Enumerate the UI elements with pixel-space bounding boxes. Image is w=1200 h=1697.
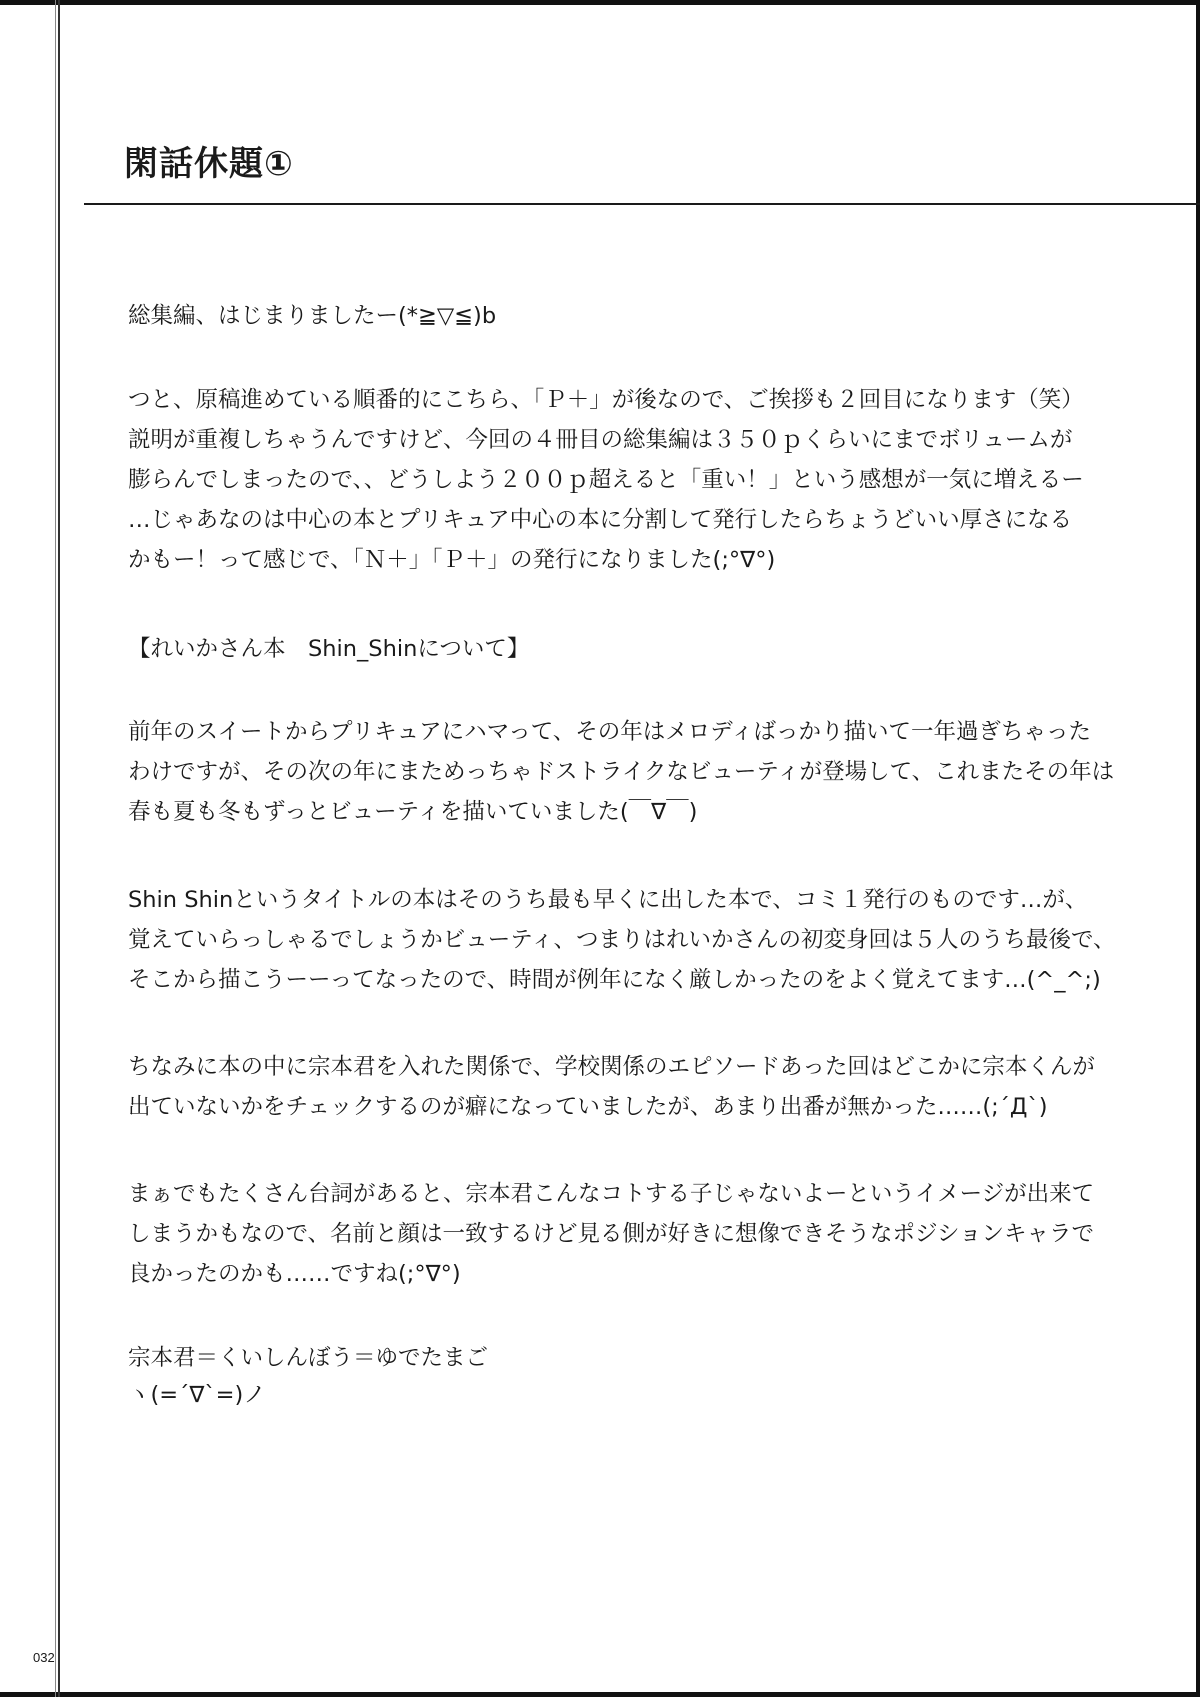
text-line: 【れいかさん本 Shin_Shinについて】 <box>128 636 530 662</box>
text-line: ちなみに本の中に宗本君を入れた関係で、学校関係のエピソードあった回はどこかに宗本くんが <box>128 1054 1095 1080</box>
text-line: まぁでもたくさん台詞があると、宗本君こんなコトする子じゃないよーというイメージが出来て <box>128 1181 1095 1207</box>
page-number: 032 <box>33 1650 55 1665</box>
text-line: 説明が重複しちゃうんですけど、今回の４冊目の総集編は３５０ｐくらいにまでボリュームが <box>128 427 1073 453</box>
paragraph-2 <box>128 380 1138 580</box>
paragraph-1 <box>128 296 1138 336</box>
page-edge-right <box>1196 0 1200 1697</box>
text-line: つと、原稿進めている順番的にこちら、「Ｐ＋」が後なので、ご挨拶も２回目になります（笑） <box>128 387 1084 413</box>
page-edge-top <box>0 0 1200 5</box>
title-underline <box>84 203 1200 205</box>
page-title: 閑話休題① <box>124 144 294 184</box>
text-line: 総集編、はじまりましたー(*≧▽≦)b <box>128 303 497 329</box>
text-line: しまうかもなので、名前と顔は一致するけど見る側が好きに想像できそうなポジションキャラで <box>128 1221 1095 1247</box>
paragraph-8 <box>128 1340 1138 1414</box>
paragraph-7 <box>128 1174 1138 1294</box>
text-line: 春も夏も冬もずっとビューティを描いていました(￣∇￣) <box>128 799 698 825</box>
text-line: かもー！って感じで、「Ｎ＋」「Ｐ＋」の発行になりました(;°∇°) <box>128 547 776 573</box>
text-line: Shin Shinというタイトルの本はそのうち最も早くに出した本で、コミ１発行のものです…が、 <box>128 887 1088 913</box>
paragraph-4 <box>128 712 1138 832</box>
page-edge-bottom <box>0 1692 1200 1697</box>
text-line: そこから描こうーーってなったので、時間が例年になく厳しかったのをよく覚えてます…(^_^;) <box>128 967 1101 993</box>
paragraph-5 <box>128 880 1138 1000</box>
section-heading <box>128 629 1138 669</box>
text-line: 覚えていらっしゃるでしょうかビューティ、つまりはれいかさんの初変身回は５人のうち最後で、 <box>128 927 1116 953</box>
text-line: 良かったのかも……ですね(;°∇°) <box>128 1261 461 1287</box>
text-line: 前年のスイートからプリキュアにハマって、その年はメロディばっかり描いて一年過ぎちゃった <box>128 719 1092 745</box>
text-line: わけですが、その次の年にまためっちゃドストライクなビューティが登場して、これまたその年は <box>128 759 1115 785</box>
text-line: 出ていないかをチェックするのが癖になっていましたが、あまり出番が無かった……(;´Д`) <box>128 1094 1048 1120</box>
paragraph-6 <box>128 1047 1138 1127</box>
spine-line-outer <box>55 0 56 1697</box>
text-line: 膨らんでしまったので、、どうしよう２００ｐ超えると「重い！」という感想が一気に増えるー <box>128 467 1084 493</box>
text-line: …じゃあなのは中心の本とプリキュア中心の本に分割して発行したらちょうどいい厚さになる <box>128 507 1073 533</box>
text-line: 宗本君＝くいしんぼう＝ゆでたまご <box>128 1345 489 1371</box>
text-line: ヽ(=´∇`=)ノ <box>128 1382 266 1408</box>
spine-line <box>58 0 60 1697</box>
